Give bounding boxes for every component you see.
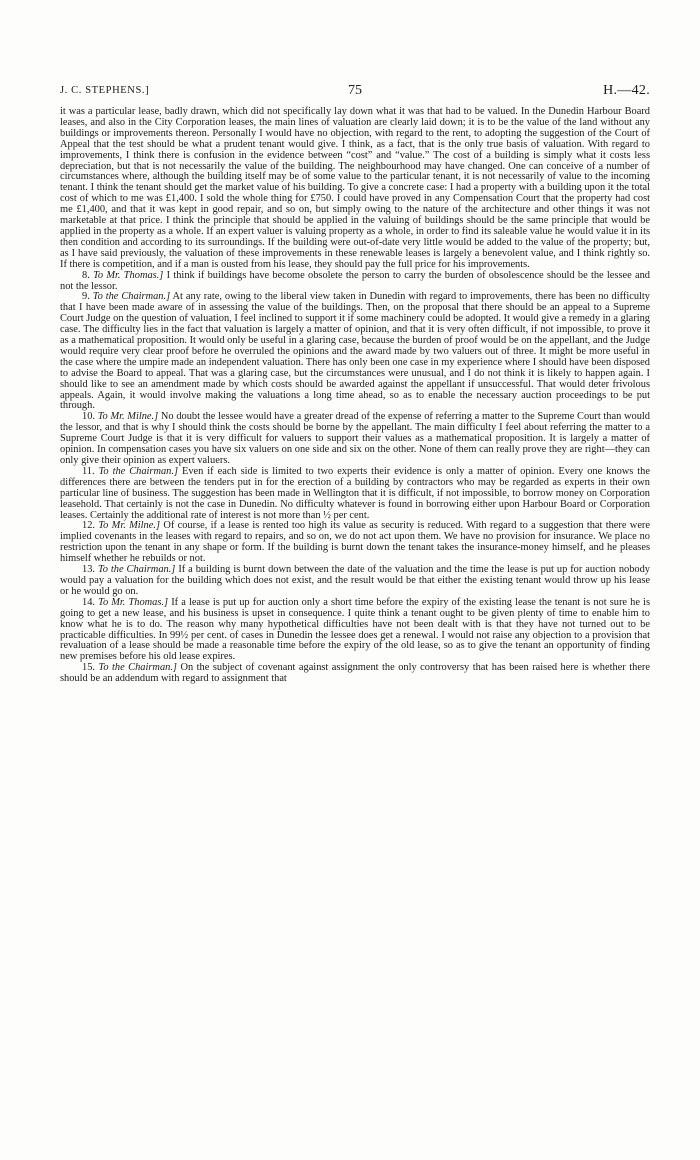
answer-text: On the subject of covenant against assignment the only controversy that has been raised here is whether there should be an addendum with regard to assignment that xyxy=(60,662,651,685)
question-number: 10. xyxy=(82,411,95,423)
answer-text: At any rate, owing to the liberal view taken in Dunedin with regard to improvements, there has been no difficulty that I have been made aware of in assessing the value of the buildings. Then, on the proposal that there should be an appeal to a Supreme Court Judge on the question of valuation, I feel inclined to support it if some machinery could be adopted. It would give a remedy in a glaring case. The difficulty lies in the fact that valuation is largely a matter of opinion, and that it is very often difficult, if not impossible, to prove it as a mathematical proposition. It would only be useful in a glaring case, because the burden of proof would be on the appellant, and the Judge would require very clear proof before he overruled the opinions and the award made by two valuers out of three. It might be more useful in the case where the umpire made an independent valuation. There has only been one case in my experience where I should have been disposed to advise the Board to appeal. That was a glaring case, but the circumstances were unusual, and I do not think it is likely to happen again. I should like to see an amendment made by which costs should be awarded against the appellant if unsuccessful. That would deter frivolous appeals. Again, it would involve making the valuations a long time ahead, so as to enable the necessary auction proceedings to be put through. xyxy=(60,291,651,412)
question-number: 13. xyxy=(82,564,95,576)
speaker-label: To Mr. Milne.] xyxy=(97,411,159,423)
speaker-label: To the Chairman.] xyxy=(97,564,176,576)
speaker-label: To the Chairman.] xyxy=(92,291,171,303)
paragraph-15 xyxy=(60,663,650,685)
paragraph-8 xyxy=(60,271,650,293)
question-number: 12. xyxy=(82,520,95,532)
answer-text: If a building is burnt down between the date of the valuation and the time the lease is put up for auction nobody would pay a valuation for the building which does not exist, and the result would be that either the existing tenant would throw up his lease or he would go on. xyxy=(60,564,650,597)
answer-text: Even if each side is limited to two experts their evidence is only a matter of opinion. Every one knows the differences there are between the tenders put in for the erection of a building by contractors who may be regarded as experts in their own particular line of business. The suggestion has been made in Wellington that it is difficult, if not impossible, to borrow money on Corporation leasehold. That certainly is not the case in Dunedin. No difficulty whatever is found in borrowing either upon Harbour Board or Corporation leases. Certainly the additional rate of interest is not more than ½ per cent. xyxy=(60,465,650,521)
page-number: 75 xyxy=(348,83,362,98)
question-number: 11. xyxy=(82,465,95,477)
question-number: 8. xyxy=(82,269,90,281)
paragraph-13 xyxy=(60,565,650,598)
speaker-label: To the Chairman.] xyxy=(98,662,177,674)
speaker-label: To the Chairman.] xyxy=(98,465,179,477)
paragraph-10 xyxy=(60,412,650,467)
paragraph-9 xyxy=(60,292,650,412)
answer-text: If a lease is put up for auction only a short time before the expiry of the existing lease the tenant is not sure he is going to get a new lease, and his business is upset in consequence. I quite think a tenant ought to be given plenty of time to enable him to know what he is to do. The reason why many hypothetical difficulties have not been dealt with is that they have not turned out to be practicable difficulties. In 99½ per cent. of cases in Dunedin the lessee does get a renewal. I would not raise any objection to a provision that revaluation of a lease should be made a reasonable time before the expiry of the old lease, so as to give the tenant an opportunity of finding new premises before his old lease expires. xyxy=(60,596,650,663)
speaker-label: To Mr. Thomas.] xyxy=(93,269,164,281)
speaker-label: To Mr. Milne.] xyxy=(98,520,161,532)
question-number: 9. xyxy=(82,291,90,303)
speaker-label: To Mr. Thomas.] xyxy=(98,596,169,608)
paragraph-12 xyxy=(60,521,650,565)
paper-code: H.—42. xyxy=(603,83,650,98)
question-number: 15. xyxy=(82,662,95,674)
question-number: 14. xyxy=(82,596,95,608)
body-text xyxy=(60,107,650,685)
answer-text: Of course, if a lease is rented too high its value as security is reduced. With regard to a suggestion that there were implied covenants in the leases with regard to repairs, and so on, we do not act upon them. We have no provision for insurance. We place no restriction upon the tenant in any shape or form. If the building is burnt down the tenant takes the insurance-money himself, and he pleases himself whether he rebuilds or not. xyxy=(60,520,650,565)
answer-text: No doubt the lessee would have a greater dread of the expense of referring a matter to the Supreme Court than would the lessor, and that is why I should think the costs should be borne by the appellant. The main difficulty I feel about referring the matter to a Supreme Court Judge is that it is very difficult for valuers to support their values as a mathematical proposition. It is largely a matter of opinion. In compensation cases you have six valuers on one side and six on the other. None of them can really prove they are right—they can only give their opinion as expert valuers. xyxy=(60,411,650,466)
paragraph-11 xyxy=(60,467,650,522)
witness-name: J. C. STEPHENS.] xyxy=(60,85,150,96)
paragraph-14 xyxy=(60,598,650,663)
answer-text: I think if buildings have become obsolete the person to carry the burden of obsolescence should be the lessee and not the lessor. xyxy=(60,269,650,292)
paragraph-7-continued: it was a particular lease, badly drawn, which did not specifically lay down what it was that had to be valued. In the Dunedin Harbour Board leases, and also in the City Corporation leases, the main lines of valuation are clearly laid down; it is to be the value of the land without any buildings or improvements thereon. Personally I would have no objection, with regard to the rent, to adopting the suggestion of the Court of Appeal that the test should be what a prudent tenant would give. I think, as a fact, that is the only true basis of valuation. With regard to improvements, I think there is confusion in the evidence between “cost” and “value.” The cost of a building is simply what it costs less depreciation, but that is not necessarily the value of the building. The neighbourhood may have changed. One can conceive of a number of circumstances where, although the building itself may be of some value to the particular tenant, it is not necessarily of value to the incoming tenant. I think the tenant should get the market value of his building. To give a concrete case: I had a property with a building upon it the total cost of which to me was £1,400. I sold the whole thing for £750. I could have proved in any Compensation Court that the property had cost me £1,400, and that it was kept in good repair, and so on, but simply owing to the nature of the architecture and other things it was not marketable at that price. I think the principle that should be applied in the valuing of buildings should be the same principle that would be applied in the property as a whole. If an expert valuer is valuing property as a whole, in order to find its saleable value he would value it in its then condition and according to its surroundings. If the building were out-of-date very little would be added to the value of the property; but, as I have said previously, the valuation of these improvements in these renewable leases is largely a benevolent value, and I think rightly so. If there is competition, and if a man is ousted from his lease, they should pay the full price for his improvements. xyxy=(60,106,650,270)
page-header xyxy=(60,83,650,103)
